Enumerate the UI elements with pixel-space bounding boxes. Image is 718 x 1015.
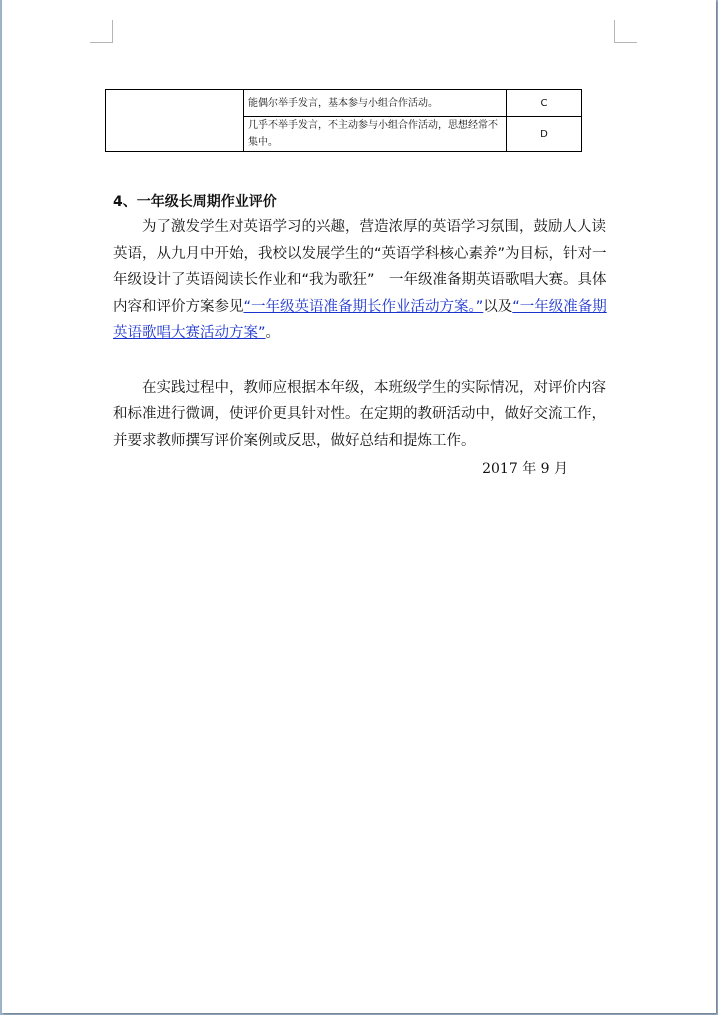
plan-link-long-homework[interactable]: “一年级英语准备期长作业活动方案。” (243, 298, 484, 315)
table-cell-grade: C (507, 90, 582, 117)
connector-text: 以及 (483, 298, 513, 315)
table-row (106, 90, 582, 117)
document-body (113, 190, 613, 482)
section-heading: 4、一年级长周期作业评价 (113, 194, 277, 210)
paragraph-practice: 在实践过程中，教师应根据本年级，本班级学生的实际情况，对评价内容和标准进行微调，使评价更具针对性。在定期的教研活动中，做好交流工作，并要求教师撰写评价案例或反思，做好总结和提炼工作。 (113, 379, 606, 449)
paragraph-end: 。 (265, 325, 281, 341)
evaluation-table (105, 89, 582, 152)
table-cell-empty (106, 90, 244, 152)
table-cell-grade: D (507, 117, 582, 152)
plan-link-singing-contest[interactable]: “一年级准备期英语歌唱大赛活动方案” (113, 298, 607, 341)
paragraph-intro (113, 214, 613, 347)
paragraph-text: 为了激发学生对英语学习的兴趣，营造浓厚的英语学习氛围，鼓励人人读英语，从九月中开始，我校以发展学生的“英语学科核心素养”为目标，针对一年级设计了英语阅读长作业和“我为歌狂” 一年级准备期英语歌唱大赛。具体内容和评价方案参见 (113, 219, 607, 315)
table-cell-description: 能偶尔举手发言，基本参与小组合作活动。 (244, 90, 507, 117)
document-page (2, 0, 716, 1013)
document-date: 2017 年 9 月 (482, 461, 568, 477)
blank-line (113, 347, 613, 375)
margin-corner-marker-top-right (614, 20, 637, 43)
table-cell-description: 几乎不举手发言，不主动参与小组合作活动，思想经常不集中。 (244, 117, 507, 152)
margin-corner-marker-top-left (90, 20, 113, 43)
